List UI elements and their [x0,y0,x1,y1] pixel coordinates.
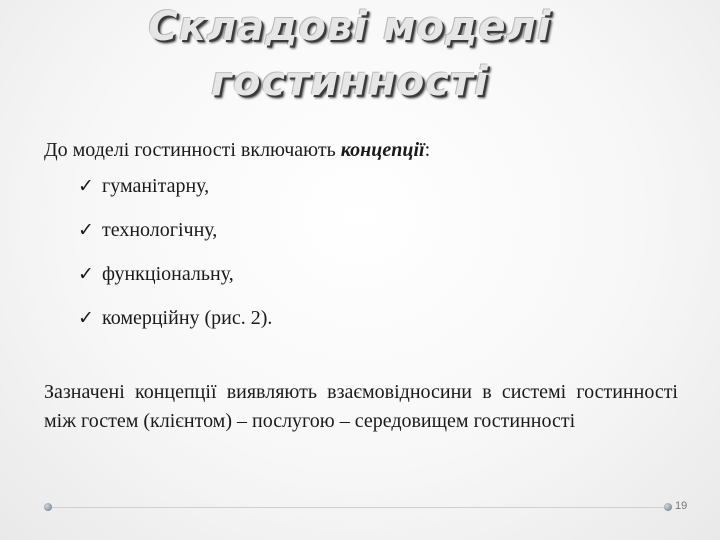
footer-dot-right-icon [664,503,672,511]
list-item [78,172,272,216]
list-item-label: технологічну, [102,219,218,241]
list-item-label: функціональну, [102,263,234,285]
intro-suffix: : [424,139,431,161]
slide-title [0,0,700,110]
body-paragraph: Зазначені концепції виявляють взаємовідносини в системі гостинності між гостем (клієнтом) – послугою – середовищем гостинності [44,381,678,432]
checkmark-icon: ✓ [78,263,94,285]
checkmark-icon: ✓ [78,219,94,241]
checkmark-icon: ✓ [78,175,94,197]
footer-dot-left-icon [44,503,52,511]
list-item [78,260,272,304]
list-item [78,216,272,260]
page-number: 19 [675,500,688,512]
slide-title-line-2: гостинності [211,59,489,105]
intro-text [44,136,684,164]
list-item-label: гуманітарну, [102,175,210,197]
intro-emphasis: концепції [340,139,425,161]
intro-text-lead: До моделі гостинності включають [44,139,341,161]
list-item [78,304,272,348]
footer-divider [50,507,666,508]
list-item-label: комерційну (рис. 2). [102,307,273,329]
slide-title-line-1: Складові моделі [148,4,552,50]
checkmark-icon: ✓ [78,307,94,329]
concepts-list [78,172,272,348]
